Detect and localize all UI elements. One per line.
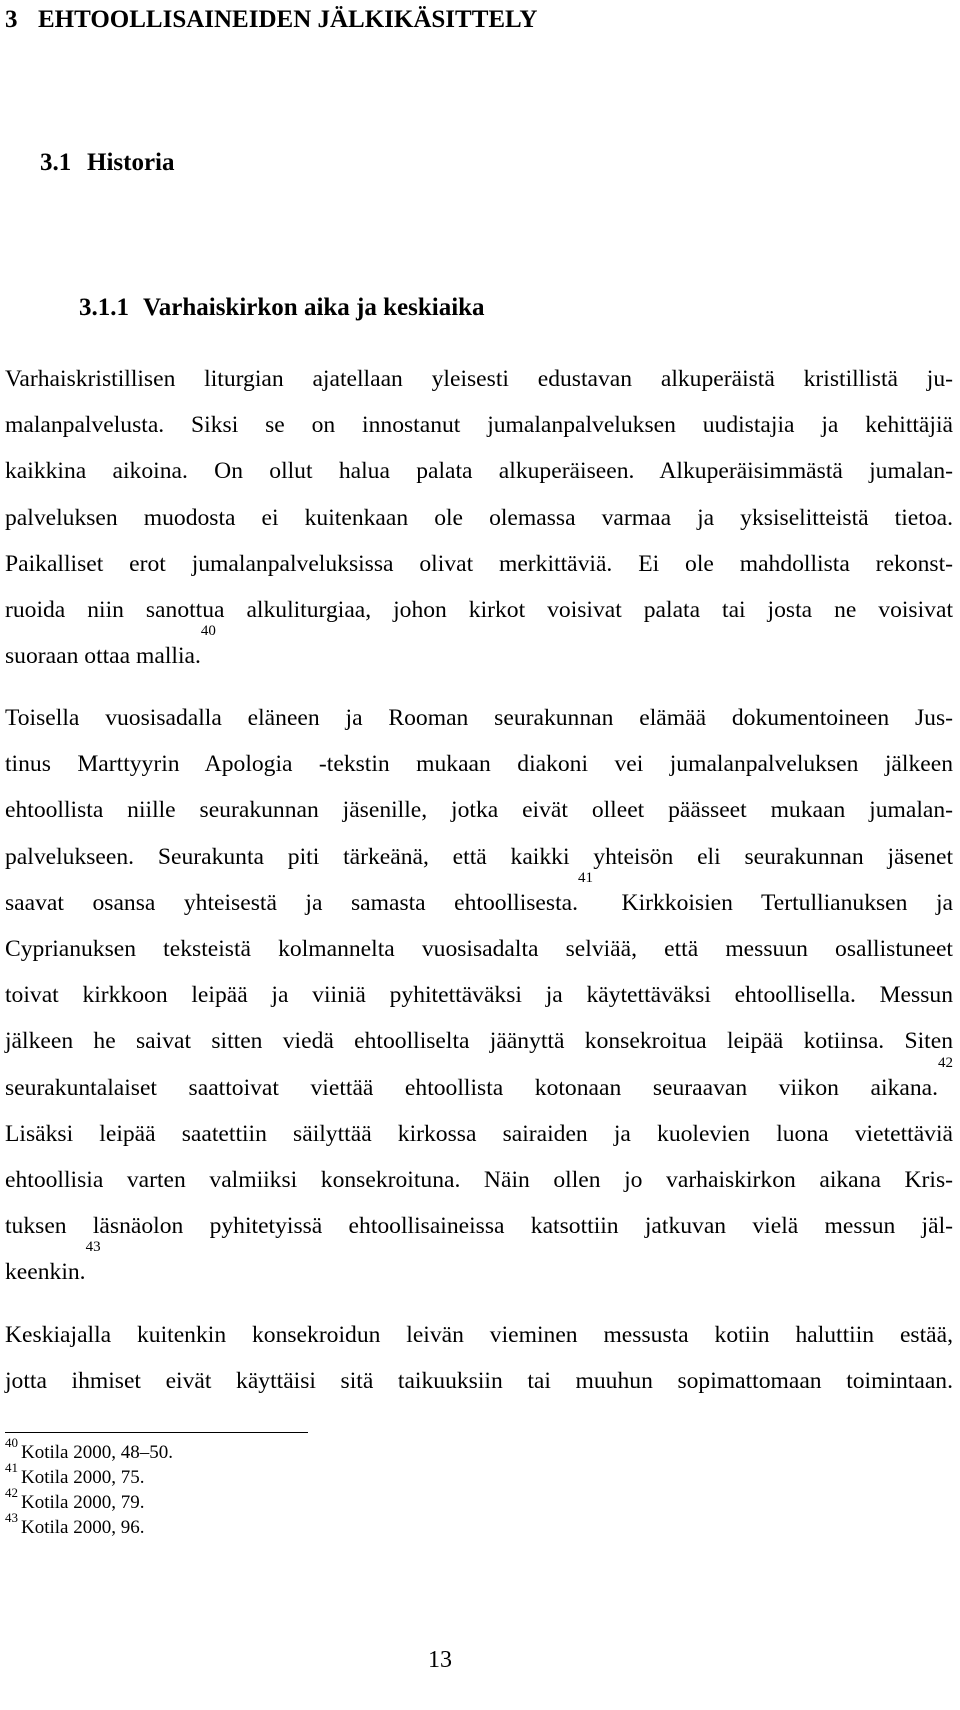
- footnote-ref: 40: [200, 623, 216, 640]
- paragraph-line-text: saavat osansa yhteisestä ja samasta ehtoollisesta.: [5, 889, 579, 916]
- paragraph-line: Keskiajalla kuitenkin konsekroidun leivän vieminen messusta kotiin haluttiin estää,: [5, 1322, 953, 1348]
- footnote-divider: [5, 1432, 308, 1433]
- footnote-ref: 41: [578, 869, 594, 886]
- paragraph-line-text: keenkin.: [5, 1259, 86, 1286]
- footnotes: [5, 1435, 173, 1540]
- footnote-text: Kotila 2000, 96.: [21, 1517, 145, 1538]
- subsection-title: Varhaiskirkon aika ja keskiaika: [143, 294, 485, 321]
- footnote: [5, 1485, 173, 1515]
- footnote-number: 43: [5, 1510, 18, 1525]
- paragraph-2: [5, 695, 953, 1295]
- paragraph-line-text: Kirkkoisien Tertullianuksen ja: [621, 889, 953, 916]
- chapter-heading: [5, 2, 538, 38]
- paragraph-line: [5, 1239, 953, 1295]
- paragraph-line: [5, 623, 953, 679]
- chapter-title: EHTOOLLISAINEIDEN JÄLKIKÄSITTELY: [38, 6, 538, 33]
- section-heading: [40, 145, 175, 181]
- footnote-text: Kotila 2000, 79.: [21, 1492, 145, 1513]
- footnote: [5, 1460, 173, 1490]
- paragraph-line: Toisella vuosisadalla eläneen ja Rooman seurakunnan elämää dokumentoineen Jus-: [5, 705, 953, 731]
- paragraph-line: ehtoollisia varten valmiiksi konsekroituna. Näin ollen jo varhaiskirkon aikana Kris-: [5, 1166, 953, 1193]
- footnote-number: 40: [5, 1435, 18, 1450]
- paragraph-line-text: seurakuntalaiset saattoivat viettää ehtoollista kotonaan seuraavan viikon aikana.: [5, 1074, 938, 1101]
- subsection-number: 3.1.1: [79, 294, 129, 321]
- paragraph-line: ruoida niin sanottua alkuliturgiaa, johon kirkot voisivat palata tai josta ne voisivat: [5, 596, 953, 623]
- paragraph-line: Lisäksi leipää saatettiin säilyttää kirkossa sairaiden ja kuolevien luona vietettäviä: [5, 1120, 953, 1147]
- footnote-number: 42: [5, 1485, 18, 1500]
- paragraph-line: tinus Marttyyrin Apologia -tekstin mukaan diakoni vei jumalanpalveluksen jälkeen: [5, 751, 953, 778]
- paragraph-line: [5, 869, 953, 926]
- paragraph-line-text: suoraan ottaa mallia.: [5, 643, 201, 670]
- paragraph-line: jotta ihmiset eivät käyttäisi sitä taikuuksiin tai muuhun sopimattomaan toimintaan.: [5, 1368, 953, 1395]
- paragraph-line: malanpalvelusta. Siksi se on innostanut jumalanpalveluksen uudistajia ja kehittäjiä: [5, 412, 953, 439]
- paragraph-line: tuksen läsnäolon pyhitetyissä ehtoollisaineissa katsottiin jatkuvan vielä messun jäl-: [5, 1213, 953, 1240]
- footnote: [5, 1510, 173, 1540]
- paragraph-line: Paikalliset erot jumalanpalveluksissa olivat merkittäviä. Ei ole mahdollista rekonst-: [5, 550, 953, 577]
- footnote-text: Kotila 2000, 48–50.: [21, 1442, 173, 1463]
- paragraph-line: Cyprianuksen teksteistä kolmannelta vuosisadalta selviää, että messuun osallistuneet: [5, 935, 953, 962]
- paragraph-line: jälkeen he saivat sitten viedä ehtoolliselta jäänyttä konsekroitua leipää kotiinsa. Siten: [5, 1028, 953, 1055]
- chapter-number: 3: [5, 6, 18, 33]
- footnote: [5, 1435, 173, 1465]
- footnote-ref: 43: [85, 1239, 101, 1256]
- paragraph-line: ehtoollista niille seurakunnan jäsenille, jotka eivät olleet päässeet mukaan jumalan-: [5, 797, 953, 824]
- section-number: 3.1: [40, 149, 72, 176]
- paragraph-line: Varhaiskristillisen liturgian ajatellaan yleisesti edustavan alkuperäistä kristillistä ju-: [5, 366, 953, 392]
- paragraph-line: palveluksen muodosta ei kuitenkaan ole olemassa varmaa ja yksiselitteistä tietoa.: [5, 504, 953, 531]
- page-number: 13: [428, 1647, 452, 1673]
- paragraph-3: [5, 1312, 953, 1404]
- footnote-number: 41: [5, 1460, 18, 1475]
- footnote-ref: 42: [938, 1054, 953, 1071]
- subsection-heading: [79, 290, 485, 326]
- paragraph-line: toivat kirkkoon leipää ja viiniä pyhitettäväksi ja käytettäväksi ehtoollisella. Messun: [5, 982, 953, 1009]
- paragraph-line: palvelukseen. Seurakunta piti tärkeänä, että kaikki yhteisön eli seurakunnan jäsenet: [5, 843, 953, 870]
- paragraph-line: kaikkina aikoina. On ollut halua palata alkuperäiseen. Alkuperäisimmästä jumalan-: [5, 458, 953, 485]
- paragraph-line: [5, 1054, 953, 1111]
- paragraph-1: [5, 356, 953, 679]
- footnote-text: Kotila 2000, 75.: [21, 1467, 145, 1488]
- section-title: Historia: [87, 149, 175, 176]
